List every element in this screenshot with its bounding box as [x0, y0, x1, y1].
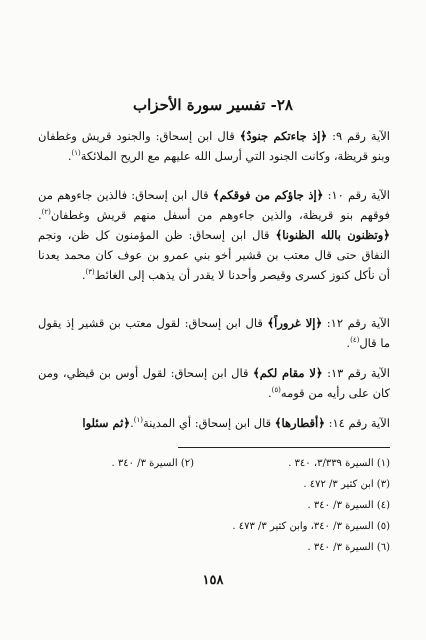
sentence-end: .	[67, 149, 72, 163]
commentary-text: قال ابن إسحاق: فالذين جاءوهم من فوقهم بنو قريظة، والذين جاءوهم من أسفل منهم قريش وغطفان	[38, 188, 390, 222]
footnote-divider	[178, 447, 390, 448]
quran-quote: ﴿إذ جاؤكم من فوقكم﴾	[212, 188, 324, 202]
commentary-text: قال ابن إسحاق: أي المدينة	[142, 416, 275, 430]
footnote-marker: (٢)	[41, 208, 51, 217]
footnote-marker: (٥)	[271, 386, 281, 395]
verse-label: الآية رقم ١٣:	[322, 366, 390, 380]
footnote-5: (٥) السيرة ٣/ ٣٤٠، وابن كثير ٣/ ٤٧٣ .	[232, 521, 390, 532]
quran-quote: ﴿إذ جاءتكم جنودٌ﴾	[239, 129, 328, 143]
footnote-marker: (١)	[71, 149, 81, 158]
sentence-end: .	[346, 336, 351, 350]
footnote-1: (١) السيرة ٣/٣٣٩، ٣٤٠ .	[288, 458, 390, 469]
verse-label: الآية رقم ٩:	[327, 129, 390, 143]
quran-quote: ﴿لا مقام لكم﴾	[252, 366, 323, 380]
footnote-3: (٣) ابن كثير ٣/ ٤٧٢ .	[303, 479, 390, 490]
footnote-marker: (١)	[133, 416, 143, 425]
footnote-6: (٦) السيرة ٣/ ٣٤٠ .	[307, 542, 390, 553]
sentence-end: .	[38, 208, 42, 222]
page-number: ١٥٨	[202, 573, 224, 588]
commentary-text: قال ابن إسحاق: والجنود قريش وغطفان وبنو قريظة، وكانت الجنود التي أرسل الله عليهم مع الريح الملائكة	[38, 129, 390, 163]
quran-quote: ﴿إلا غروراً﴾	[267, 316, 323, 330]
sentence-end-2: .	[81, 268, 86, 282]
footnote-marker-2: (٣)	[85, 268, 95, 277]
verse-label: الآية رقم ١٢:	[322, 316, 390, 330]
footnote-4: (٤) السيرة ٣/ ٣٤٠ .	[307, 500, 390, 511]
verse-9-paragraph	[38, 126, 390, 166]
commentary-text: قال ابن إسحاق: لقول أوس بن قيظي، ومن كان على رأيه من قومه	[38, 366, 390, 400]
verse-label: الآية رقم ١٠:	[323, 188, 390, 202]
verse-14-paragraph	[38, 413, 390, 433]
commentary-text: قال ابن إسحاق: لقول معتب بن قشير إذ يقول ما قال	[38, 316, 390, 350]
quran-quote-2: ﴿ثم سئلوا	[82, 416, 131, 430]
footnote-2: (٢) السيرة ٣/ ٣٤٠ .	[111, 458, 194, 469]
quran-quote: ﴿أقطارها﴾	[274, 416, 325, 430]
sentence-end: .	[130, 416, 134, 430]
chapter-heading: ٢٨- تفسير سورة الأحزاب	[133, 96, 293, 114]
sentence-end: .	[268, 386, 272, 400]
verse-12-paragraph	[38, 313, 390, 353]
verse-label: الآية رقم ١٤:	[324, 416, 390, 430]
verse-13-paragraph	[38, 363, 390, 403]
footnote-marker: (٤)	[350, 336, 360, 345]
commentary-text-2: قال ابن إسحاق: ظن المؤمنون كل ظن، ونجم النفاق حتى قال معتب بن قشير أخو بني عمرو بن عوف كان محمد يعدنا أن نأكل كنوز كسرى وقيصر وأحدنا لا يقدر أن يذهب إلى الغائط	[38, 228, 390, 282]
quran-quote-2: ﴿وتظنون بالله الظنونا﴾	[275, 228, 390, 242]
verse-10-paragraph	[38, 185, 390, 285]
